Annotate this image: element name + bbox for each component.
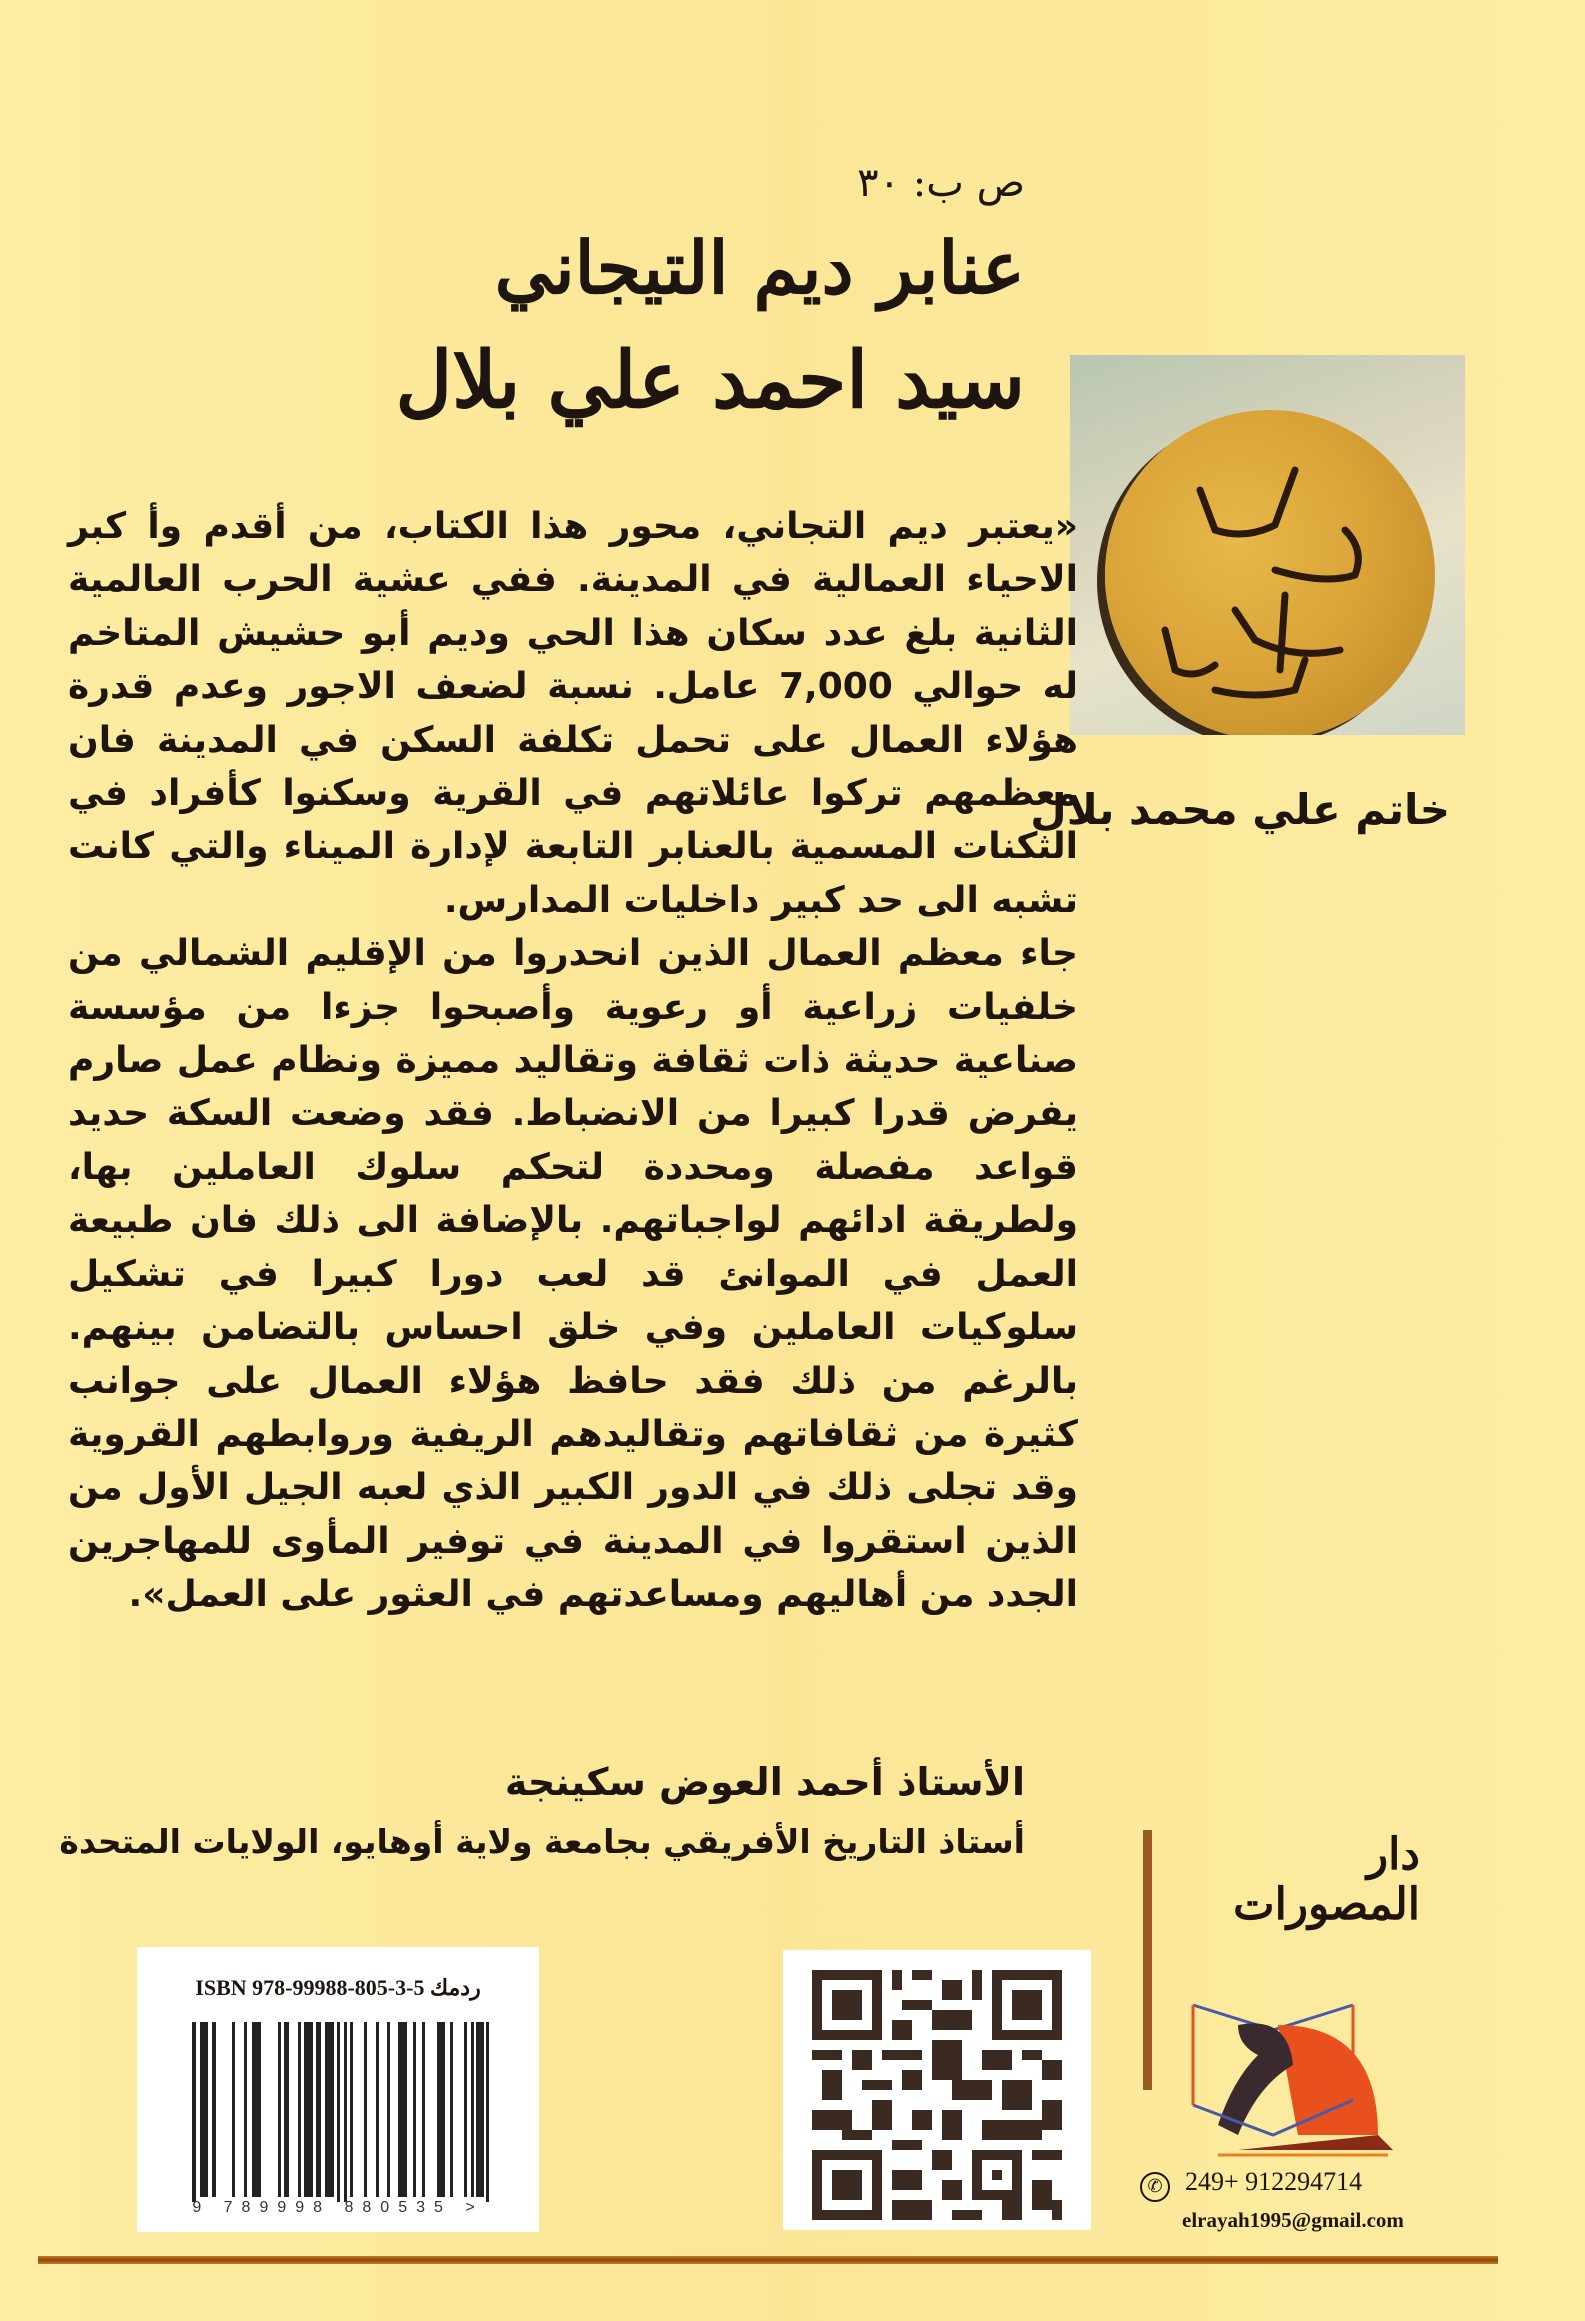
po-box-label: ص ب: ٣٠ [857, 160, 1025, 206]
seal-photo [1070, 355, 1465, 735]
seal-inscription-icon [1105, 410, 1435, 735]
publisher-name [1180, 1830, 1420, 1930]
email-address[interactable]: elrayah1995@gmail.com [1182, 2208, 1404, 2232]
quote-paragraph-2: جاء معظم العمال الذين انحدروا من الإقليم الشمالي من خلفيات زراعية أو رعوية وأصبحوا جزءا من مؤسسة صناعية حديثة ذات ثقافة وتقاليد مميزة ونظام عمل صارم يفرض قدرا كبيرا من الانضباط. فقد وضعت السكة حديد قواعد مفصلة ومحددة لتحكم سلوك العاملين بها، ولطريقة ادائهم لواجباتهم. بالإضافة الى ذلك فان طبيعة العمل في الموانئ قد لعب دورا كبيرا في تشكيل سلوكيات العاملين وفي خلق احساس بالتضامن بينهم. بالرغم من ذلك فقد حافظ هؤلاء العمال على جوانب كثيرة من ثقافاتهم وتقاليدهم الريفية وروابطهم القروية وقد تجلى ذلك في الدور الكبير الذي لعبه الجيل الأول من الذين استقروا في المدينة في توفير المأوى للمهاجرين الجدد من أهاليهم ومساعدتهم في العثور على العمل». [68, 933, 1078, 1616]
quote-body [68, 500, 1078, 1622]
book-title-line-1: عنابر ديم التيجاني [494, 225, 1025, 310]
author-title: أستاذ التاريخ الأفريقي بجامعة ولاية أوهايو، الولايات المتحدة [59, 1822, 1025, 1861]
isbn-label: ISBN 978-99988-805-3-5 ردمك [195, 1975, 481, 2000]
publisher-logo-icon [1178, 1985, 1398, 2160]
phone-number[interactable]: 249+ 912294714 [1185, 2167, 1363, 2196]
qr-code-icon [805, 1970, 1069, 2220]
phone-icon: ✆ [1140, 2172, 1170, 2202]
bottom-divider [38, 2256, 1498, 2264]
publisher-name-line-2: المصورات [1233, 1879, 1420, 1930]
qr-code[interactable] [783, 1950, 1091, 2230]
isbn-barcode [137, 1947, 539, 2232]
seal-disc [1105, 410, 1435, 735]
author-name: الأستاذ أحمد العوض سكينجة [504, 1760, 1025, 1804]
isbn-digits: 9 789998 880535 > [192, 2199, 484, 2216]
barcode-icon [192, 2022, 492, 2202]
seal-caption: خاتم علي محمد بلال [1030, 785, 1450, 834]
publisher-divider [1143, 1830, 1152, 2090]
book-author-title: سيد احمد علي بلال [395, 335, 1025, 426]
quote-paragraph-1: «يعتبر ديم التجاني، محور هذا الكتاب، من أقدم وأ كبر الاحياء العمالية في المدينة. ففي عشية الحرب العالمية الثانية بلغ عدد سكان هذا الحي وديم أبو حشيش المتاخم له حوالي 7,000 عامل. نسبة لضعف الاجور وعدم قدرة هؤلاء العمال على تحمل تكلفة السكن في المدينة فان معظمهم تركوا عائلاتهم في القرية وسكنوا كأفراد في الثكنات المسمية بالعنابر التابعة لإدارة الميناء والتي كانت تشبه الى حد كبير داخليات المدارس. [68, 506, 1078, 921]
publisher-name-line-1: دار [1366, 1829, 1420, 1880]
